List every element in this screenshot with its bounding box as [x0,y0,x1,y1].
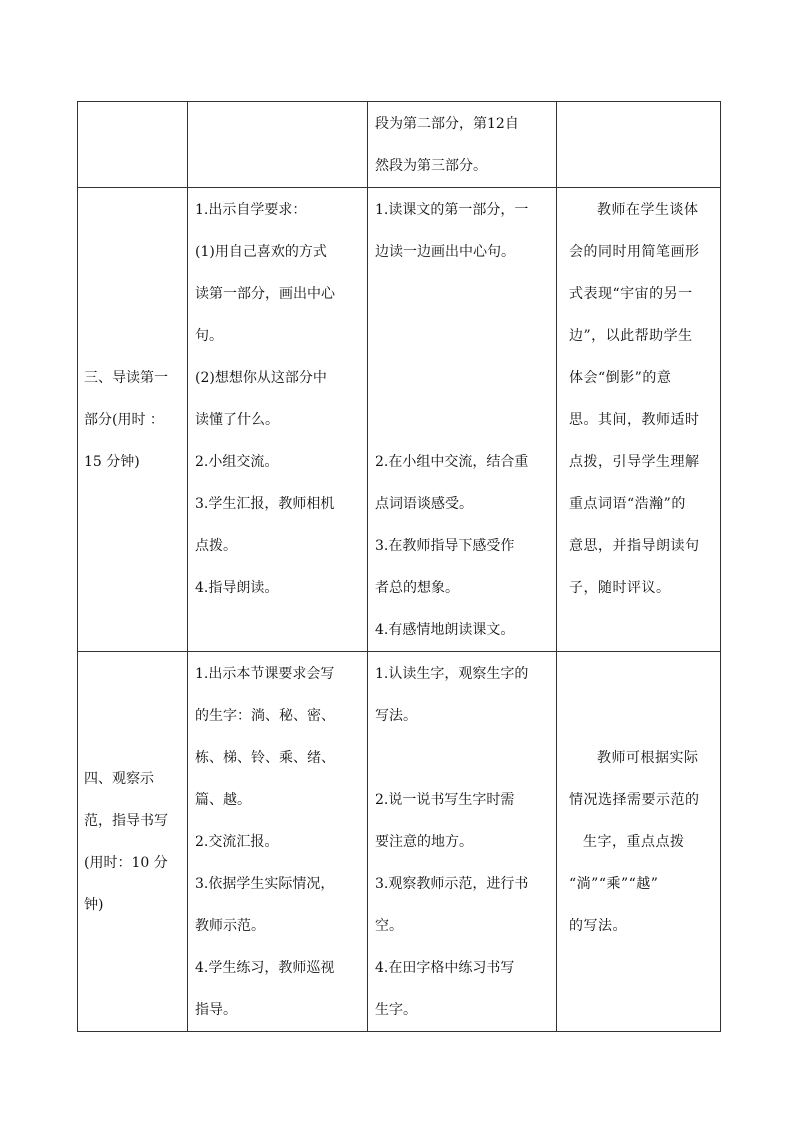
cell-line: 2.小组交流。 [195,454,279,470]
stage-cell [78,188,188,652]
cell-line: 生字，重点点拨 [583,834,685,850]
table-row [78,652,721,1032]
cell-line: 三、导读第一 [84,370,168,386]
stage-cell [78,102,188,188]
cell-line: 范，指导书写 [84,813,168,829]
cell-line: 栋、梯、铃、乘、绪、 [195,750,335,766]
cell-line: 的生字：淌、秘、密、 [195,708,335,724]
cell-line: 子，随时评议。 [569,580,671,596]
student-activity-cell [368,652,557,1032]
cell-line: 读懂了什么。 [195,412,279,428]
cell-line: 1.出示自学要求： [195,202,307,218]
cell-line: (1)用自己喜欢的方式 [195,244,327,260]
cell-line: 情况选择需要示范的 [569,792,700,808]
cell-line: 1.认读生字，观察生字的 [375,666,529,682]
cell-line: 2.说一说书写生字时需 [375,792,515,808]
cell-line: (2)想想你从这部分中 [195,370,327,386]
cell-line: 点词语谈感受。 [375,496,473,512]
cell-line: 思。其间，教师适时 [569,412,700,428]
cell-line: 教师示范。 [195,918,265,934]
cell-line: 4.学生练习，教师巡视 [195,960,335,976]
design-note-cell [557,652,721,1032]
teacher-activity-cell [188,188,368,652]
cell-line: 会的同时用简笔画形 [569,244,700,260]
cell-line: 部分(用时 ： [84,412,164,428]
cell-line: 1.出示本节课要求会写 [195,666,335,682]
cell-line: 指导。 [195,1002,237,1018]
cell-line: 意思，并指导朗读句 [569,538,700,554]
stage-cell [78,652,188,1032]
cell-line: 四、观察示 [84,771,154,787]
cell-line: 段为第二部分，第12自 [375,116,519,132]
student-activity-cell [368,188,557,652]
cell-line: 2.在小组中交流，结合重 [375,454,529,470]
cell-line: 读第一部分，画出中心 [195,286,335,302]
cell-line: 钟) [84,897,104,913]
cell-line: 点拨。 [195,538,237,554]
cell-line: 式表现“宇宙的另一 [569,286,693,302]
cell-line: 边”，以此帮助学生 [569,328,693,344]
design-note-cell [557,102,721,188]
cell-line: 4.有感情地朗读课文。 [375,622,515,638]
cell-line: 写法。 [375,708,417,724]
cell-line: 2.交流汇报。 [195,834,279,850]
lesson-plan-table [77,101,721,1032]
cell-line: 的写法。 [569,918,627,934]
cell-line: 3.观察教师示范，进行书 [375,876,529,892]
cell-line: 体会“倒影”的意 [569,370,672,386]
cell-line: 15 分钟) [84,454,140,470]
cell-line: 4.在田字格中练习书写 [375,960,515,976]
cell-line: (用时：10 分 [84,855,168,871]
cell-line: 空。 [375,918,403,934]
teacher-activity-cell [188,102,368,188]
cell-line: 篇、越。 [195,792,251,808]
cell-line: 者总的想象。 [375,580,459,596]
cell-line: 1.读课文的第一部分，一 [375,202,529,218]
cell-line: 重点词语“浩瀚”的 [569,496,686,512]
cell-line: 然段为第三部分。 [375,158,487,174]
design-note-cell [557,188,721,652]
cell-line: 4.指导朗读。 [195,580,279,596]
cell-line: 点拨，引导学生理解 [569,454,700,470]
cell-line: 边读一边画出中心句。 [375,244,515,260]
cell-line: 3.学生汇报，教师相机 [195,496,335,512]
cell-line: 3.依据学生实际情况， [195,876,335,892]
cell-line: 生字。 [375,1002,417,1018]
cell-line: 教师可根据实际 [597,750,699,766]
student-activity-cell [368,102,557,188]
cell-line: 教师在学生谈体 [597,202,699,218]
table-row [78,102,721,188]
cell-line: 句。 [195,328,223,344]
cell-line: 3.在教师指导下感受作 [375,538,515,554]
cell-line: “淌”“乘”“越” [569,876,659,892]
teacher-activity-cell [188,652,368,1032]
table-row [78,188,721,652]
cell-line: 要注意的地方。 [375,834,473,850]
